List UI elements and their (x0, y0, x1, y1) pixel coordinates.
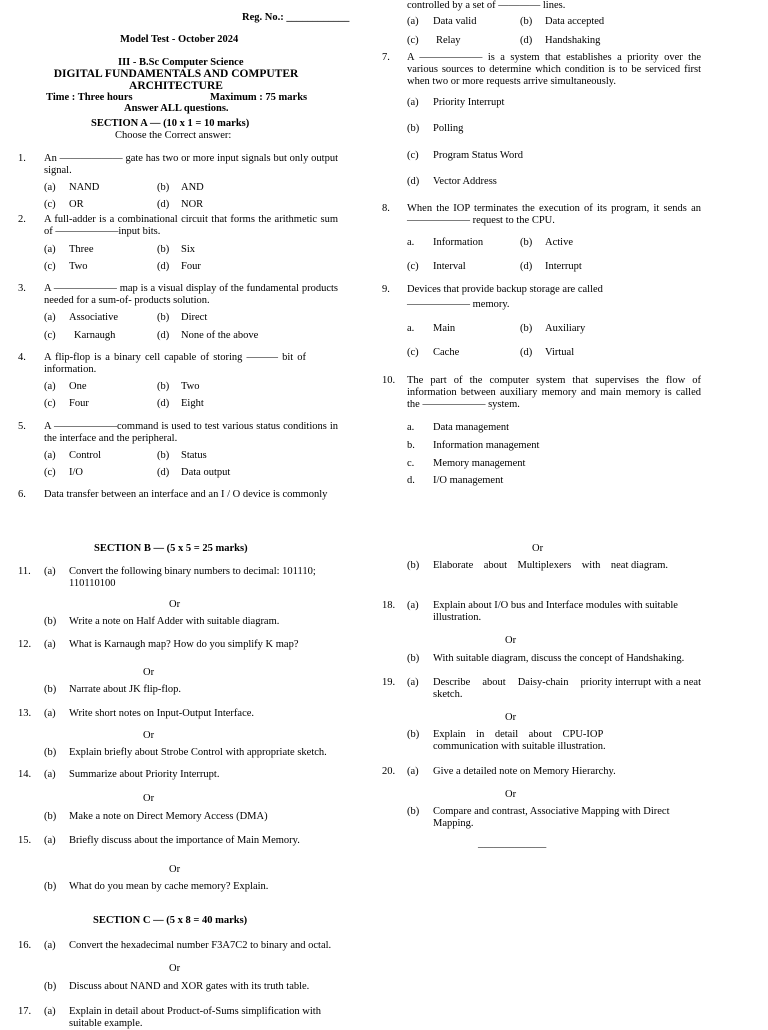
test-title: Model Test - October 2024 (120, 34, 239, 45)
option-text: I/O (69, 467, 83, 478)
option-label: a. (407, 237, 415, 248)
question-number: 10. (382, 375, 396, 386)
option-text: One (69, 381, 87, 392)
question-text: A full-adder is a combinational circuit that forms the arithmetic sum of ——————input bits. (44, 214, 338, 237)
part-label: (a) (44, 1006, 56, 1017)
option-text: Virtual (545, 347, 575, 358)
or-separator: Or (169, 963, 181, 974)
question-text: Compare and contrast, Associative Mapping with Direct Mapping. (433, 806, 670, 829)
option-label: (d) (157, 199, 170, 210)
question-number: 19. (382, 677, 396, 688)
option-text: Memory management (433, 458, 526, 469)
question-number: 15. (18, 835, 32, 846)
question-text: Briefly discuss about the importance of Main Memory. (69, 835, 300, 846)
part-label: (a) (44, 566, 56, 577)
question-number: 6. (18, 489, 26, 500)
question-text: Give a detailed note on Memory Hierarchy. (433, 766, 616, 777)
question-number: 5. (18, 421, 26, 432)
option-text: Data accepted (545, 16, 605, 27)
option-text: Three (69, 244, 94, 255)
part-label: (b) (44, 747, 57, 758)
question-text: Explain briefly about Strobe Control with appropriate sketch. (69, 747, 327, 758)
option-text: Relay (436, 35, 461, 46)
option-text: Status (181, 450, 207, 461)
subject-title: DIGITAL FUNDAMENTALS AND COMPUTER ARCHITECTURE (53, 68, 299, 92)
or-separator: Or (505, 789, 517, 800)
option-label: a. (407, 323, 415, 334)
option-label: (d) (157, 398, 170, 409)
question-text: Narrate about JK flip-flop. (69, 684, 181, 695)
question-text: Elaborate about Multiplexers with neat diagram. (433, 560, 669, 571)
question-text: Convert the following binary numbers to decimal: 101110; 110110100 (69, 566, 316, 589)
question-number: 7. (382, 52, 390, 63)
option-label: (d) (520, 347, 533, 358)
question-text: An —————— gate has two or more input signals but only output signal. (44, 153, 338, 176)
or-separator: Or (169, 864, 181, 875)
option-text: None of the above (181, 330, 259, 341)
part-label: (b) (407, 560, 420, 571)
option-label: (d) (407, 176, 420, 187)
question-number: 11. (18, 566, 31, 577)
part-label: (b) (44, 811, 57, 822)
option-label: (b) (407, 123, 420, 134)
option-text: Data valid (433, 16, 477, 27)
question-text: —————— memory. (407, 299, 510, 310)
option-text: Auxiliary (545, 323, 586, 334)
option-label: (c) (407, 347, 419, 358)
option-label: (d) (157, 330, 170, 341)
question-text: A flip-flop is a binary cell capable of storing ——— bit of information. (44, 352, 306, 375)
option-label: (b) (520, 323, 533, 334)
option-label: (b) (157, 244, 170, 255)
answer-all: Answer ALL questions. (124, 103, 229, 114)
option-text: Priority Interrupt (433, 97, 505, 108)
or-separator: Or (532, 543, 544, 554)
end-rule: _____________ (478, 838, 547, 849)
option-text: Cache (433, 347, 460, 358)
part-label: (a) (44, 835, 56, 846)
option-label: (a) (407, 97, 419, 108)
question-number: 20. (382, 766, 396, 777)
option-text: Interrupt (545, 261, 582, 272)
option-label: (a) (44, 381, 56, 392)
question-number: 12. (18, 639, 32, 650)
question-number: 8. (382, 203, 390, 214)
instruction: Choose the Correct answer: (115, 130, 232, 141)
question-number: 13. (18, 708, 32, 719)
section-b-title: SECTION B — (5 x 5 = 25 marks) (94, 543, 248, 554)
or-separator: Or (169, 599, 181, 610)
or-separator: Or (143, 667, 155, 678)
option-text: Six (181, 244, 196, 255)
question-number: 4. (18, 352, 26, 363)
part-label: (b) (407, 653, 420, 664)
option-text: OR (69, 199, 84, 210)
question-number: 9. (382, 284, 390, 295)
option-text: Data output (181, 467, 231, 478)
option-label: (d) (157, 261, 170, 272)
part-label: (a) (44, 708, 56, 719)
question-number: 18. (382, 600, 396, 611)
option-label: (a) (44, 312, 56, 323)
question-number: 3. (18, 283, 26, 294)
question-number: 14. (18, 769, 32, 780)
option-text: Program Status Word (433, 150, 523, 161)
question-text: Convert the hexadecimal number F3A7C2 to binary and octal. (69, 940, 332, 951)
question-text: Summarize about Priority Interrupt. (69, 769, 220, 780)
option-label: (c) (407, 150, 419, 161)
option-text: Eight (181, 398, 204, 409)
part-label: (a) (407, 600, 419, 611)
option-label: a. (407, 422, 415, 433)
option-text: Control (69, 450, 102, 461)
option-label: (c) (407, 35, 419, 46)
option-text: Polling (433, 123, 464, 134)
question-text: Make a note on Direct Memory Access (DMA) (69, 811, 268, 822)
question-text: Describe about Daisy-chain priority interrupt with a neat sketch. (433, 677, 704, 700)
option-label: (d) (157, 467, 170, 478)
section-c-title: SECTION C — (5 x 8 = 40 marks) (93, 915, 248, 926)
question-text: What do you mean by cache memory? Explain. (69, 881, 269, 892)
option-label: c. (407, 458, 415, 469)
question-text: The part of the computer system that supervises the flow of information between auxiliary memory and main memory is called the —————— system. (407, 375, 701, 410)
part-label: (a) (44, 940, 56, 951)
option-label: (b) (157, 450, 170, 461)
option-label: (a) (407, 16, 419, 27)
option-text: Four (69, 398, 89, 409)
question-text: What is Karnaugh map? How do you simplify K map? (69, 639, 299, 650)
option-label: b. (407, 440, 415, 451)
option-text: Data management (433, 422, 510, 433)
option-text: Two (181, 381, 200, 392)
part-label: (b) (44, 981, 57, 992)
option-label: (c) (44, 467, 56, 478)
question-text: A —————— map is a visual display of the fundamental products needed for a sum-of- products solution. (44, 283, 338, 306)
question-text: Write short notes on Input-Output Interface. (69, 708, 255, 719)
part-label: (a) (407, 766, 419, 777)
part-label: (b) (44, 616, 57, 627)
option-text: Two (69, 261, 88, 272)
option-label: (c) (44, 330, 56, 341)
question-text-continued: controlled by a set of ———— lines. (407, 0, 566, 11)
question-text: Data transfer between an interface and an I / O device is commonly (44, 489, 328, 500)
option-text: Interval (433, 261, 466, 272)
option-text: Main (433, 323, 456, 334)
question-text: When the IOP terminates the execution of its program, it sends an —————— request to the CPU. (407, 203, 701, 226)
course: III - B.Sc Computer Science (118, 57, 244, 68)
part-label: (a) (44, 769, 56, 780)
option-label: d. (407, 475, 415, 486)
option-label: (c) (44, 398, 56, 409)
option-label: (c) (44, 261, 56, 272)
part-label: (a) (44, 639, 56, 650)
option-text: Vector Address (433, 176, 497, 187)
question-text: Explain in detail about Product-of-Sums simplification with suitable example. (69, 1006, 321, 1029)
option-text: Information management (433, 440, 540, 451)
option-text: AND (181, 182, 204, 193)
option-text: Handshaking (545, 35, 601, 46)
part-label: (b) (44, 684, 57, 695)
question-text: Write a note on Half Adder with suitable diagram. (69, 616, 280, 627)
question-number: 2. (18, 214, 26, 225)
option-text: Information (433, 237, 484, 248)
question-number: 17. (18, 1006, 32, 1017)
option-text: I/O management (433, 475, 504, 486)
question-text: Discuss about NAND and XOR gates with its truth table. (69, 981, 310, 992)
question-text: Devices that provide backup storage are called (407, 284, 603, 295)
part-label: (b) (44, 881, 57, 892)
question-text: Explain about I/O bus and Interface modules with suitable illustration. (433, 600, 678, 623)
option-text: Associative (69, 312, 118, 323)
option-label: (b) (157, 182, 170, 193)
max-marks: Maximum : 75 marks (210, 92, 308, 103)
option-label: (b) (520, 16, 533, 27)
option-label: (d) (520, 35, 533, 46)
option-label: (a) (44, 450, 56, 461)
question-text: With suitable diagram, discuss the concept of Handshaking. (433, 653, 685, 664)
option-label: (c) (44, 199, 56, 210)
or-separator: Or (143, 793, 155, 804)
option-text: Active (545, 237, 573, 248)
option-label: (c) (407, 261, 419, 272)
option-label: (b) (157, 312, 170, 323)
time: Time : Three hours (46, 92, 133, 103)
option-text: Four (181, 261, 201, 272)
option-label: (a) (44, 182, 56, 193)
option-label: (a) (44, 244, 56, 255)
reg-no: Reg. No.: ____________ (242, 12, 350, 23)
question-text: A —————— is a system that establishes a priority over the various sources to determine which condition is to be serviced first when two or more requests arrive simultaneously. (407, 52, 701, 87)
or-separator: Or (143, 730, 155, 741)
or-separator: Or (505, 635, 517, 646)
option-text: NAND (69, 182, 100, 193)
question-number: 16. (18, 940, 32, 951)
part-label: (b) (407, 806, 420, 817)
question-number: 1. (18, 153, 26, 164)
option-label: (b) (157, 381, 170, 392)
or-separator: Or (505, 712, 517, 723)
option-label: (b) (520, 237, 533, 248)
part-label: (b) (407, 729, 420, 740)
section-a-title: SECTION A — (10 x 1 = 10 marks) (91, 118, 250, 129)
option-text: NOR (181, 199, 204, 210)
question-text: Explain in detail about CPU-IOP communication with suitable illustration. (433, 729, 606, 752)
part-label: (a) (407, 677, 419, 688)
option-label: (d) (520, 261, 533, 272)
question-text: A ——————command is used to test various status conditions in the interface and the peripheral. (44, 421, 338, 444)
option-text: Direct (181, 312, 208, 323)
option-text: Karnaugh (74, 330, 116, 341)
